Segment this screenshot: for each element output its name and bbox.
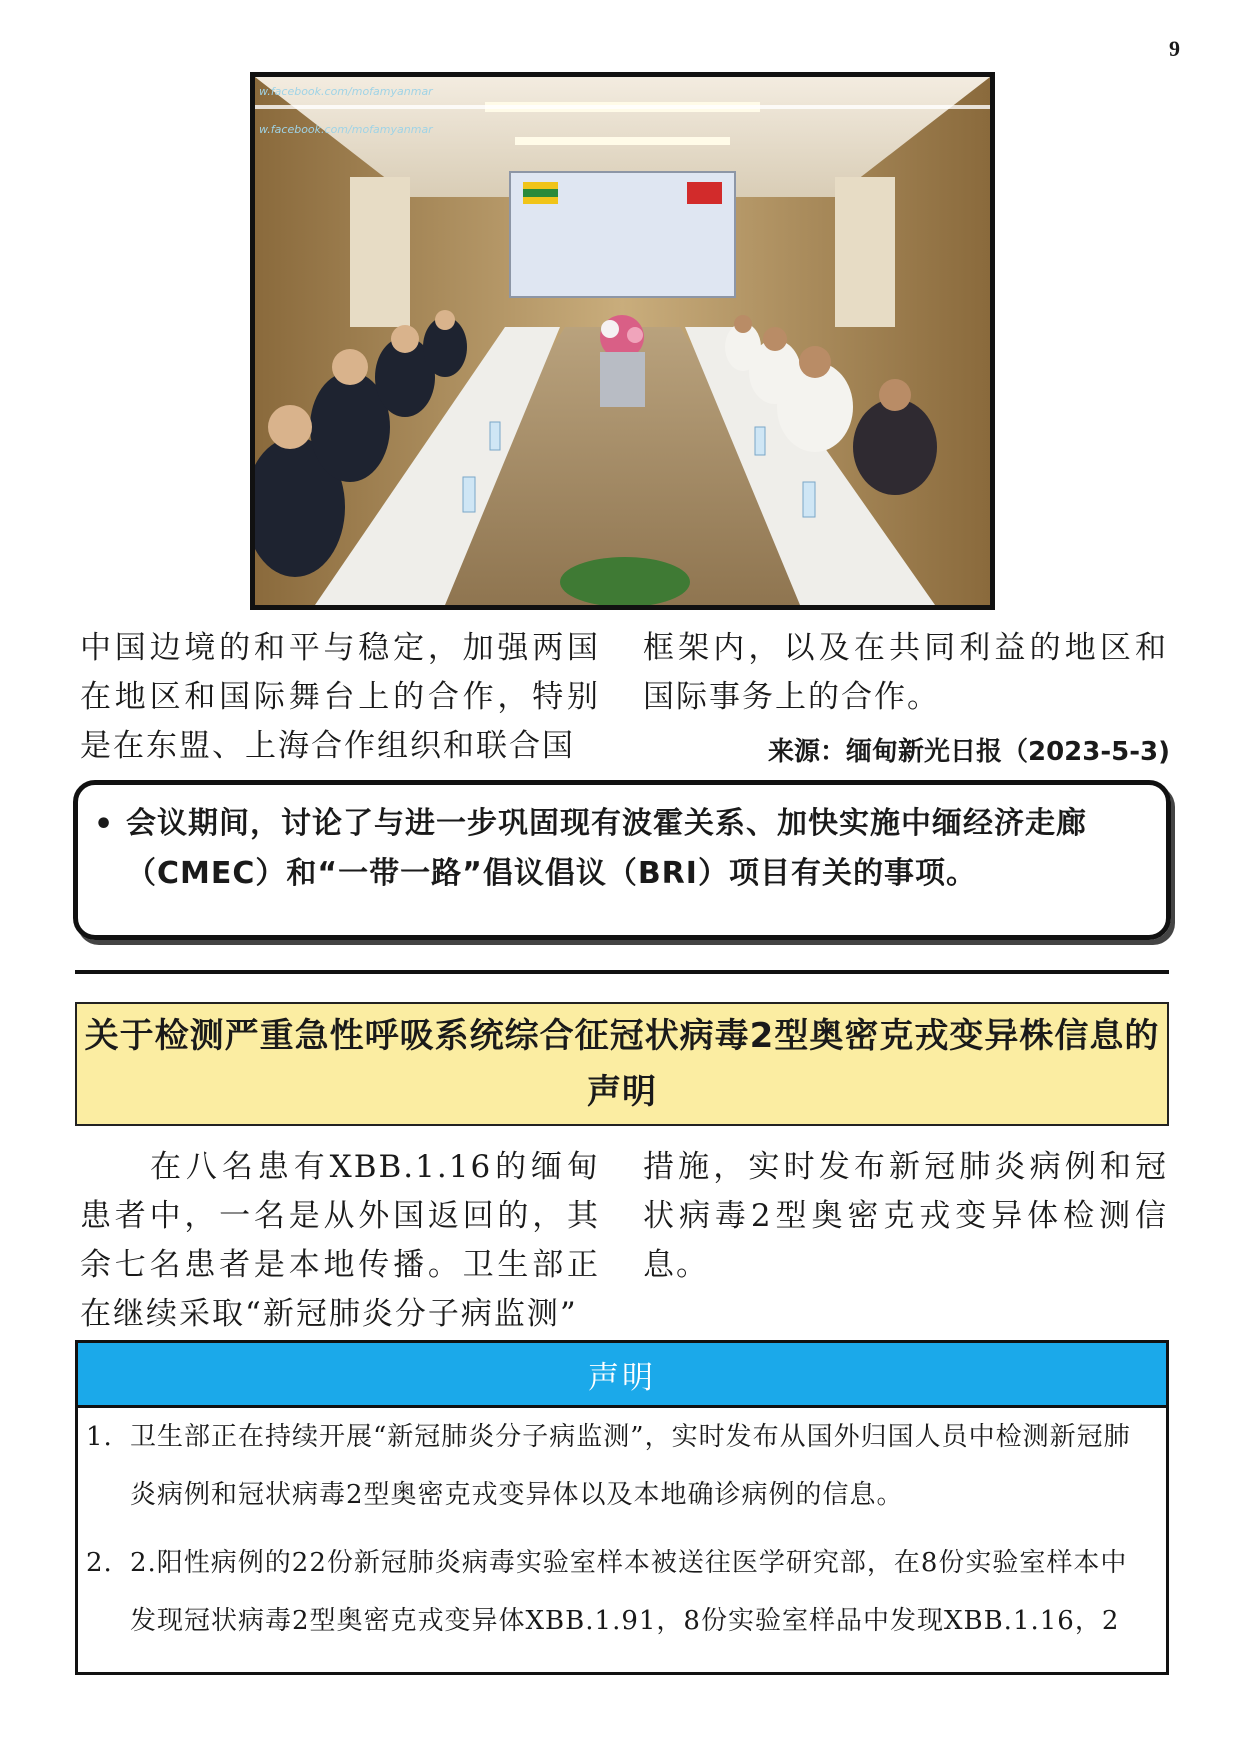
headline-box [75,1002,1169,1126]
statement-title: 声明 [78,1343,1166,1408]
section-divider [75,970,1169,974]
article-two-left-column: 在八名患有XBB.1.16的缅甸患者中，一名是从外国返回的，其余七名患者是本地传播。卫生部正在继续采取“新冠肺炎分子病监测” [80,1149,600,1332]
statement-item [86,1408,1154,1524]
article-headline: 关于检测严重急性呼吸系统综合征冠状病毒2型奥密克戎变异株信息的声明 [84,1016,1160,1112]
meeting-room-illustration [255,77,990,605]
article-top-left-column: 中国边境的和平与稳定，加强两国在地区和国际舞台上的合作，特别是在东盟、上海合作组织和联合国 [80,630,600,764]
statement-item [86,1534,1154,1650]
statement-item-text: 2.阳性病例的22份新冠肺炎病毒实验室样本被送往医学研究部，在8份实验室样本中发现冠状病毒2型奥密克戎变异体XBB.1.91，8份实验室样品中发现XBB.1.16，2 [130,1548,1128,1636]
meeting-photo [250,72,995,610]
statement-item-number: 2. [86,1548,113,1578]
highlight-text: 会议期间，讨论了与进一步巩固现有波霍关系、加快实施中缅经济走廊（CMEC）和“一带一路”倡议倡议（BRI）项目有关的事项。 [126,806,1087,891]
watermark-top: w.facebook.com/mofamyanmar [259,85,433,98]
article-two-right-column: 措施，实时发布新冠肺炎病例和冠状病毒2型奥密克戎变异体检测信息。 [643,1149,1168,1283]
watermark-second: w.facebook.com/mofamyanmar [259,123,433,136]
article-top-right-column: 框架内，以及在共同利益的地区和国际事务上的合作。 [643,630,1168,715]
bullet-icon: • [94,807,114,842]
statement-item-text: 卫生部正在持续开展“新冠肺炎分子病监测”，实时发布从国外归国人员中检测新冠肺炎病例和冠状病毒2型奥密克戎变异体以及本地确诊病例的信息。 [130,1422,1131,1510]
source-citation: 来源：缅甸新光日报（2023-5-3) [767,737,1170,767]
page-number: 9 [1169,36,1180,61]
statement-item-number: 1. [86,1422,113,1452]
statement-list [78,1408,1166,1650]
highlight-box [73,780,1171,940]
statement-box [75,1340,1169,1675]
